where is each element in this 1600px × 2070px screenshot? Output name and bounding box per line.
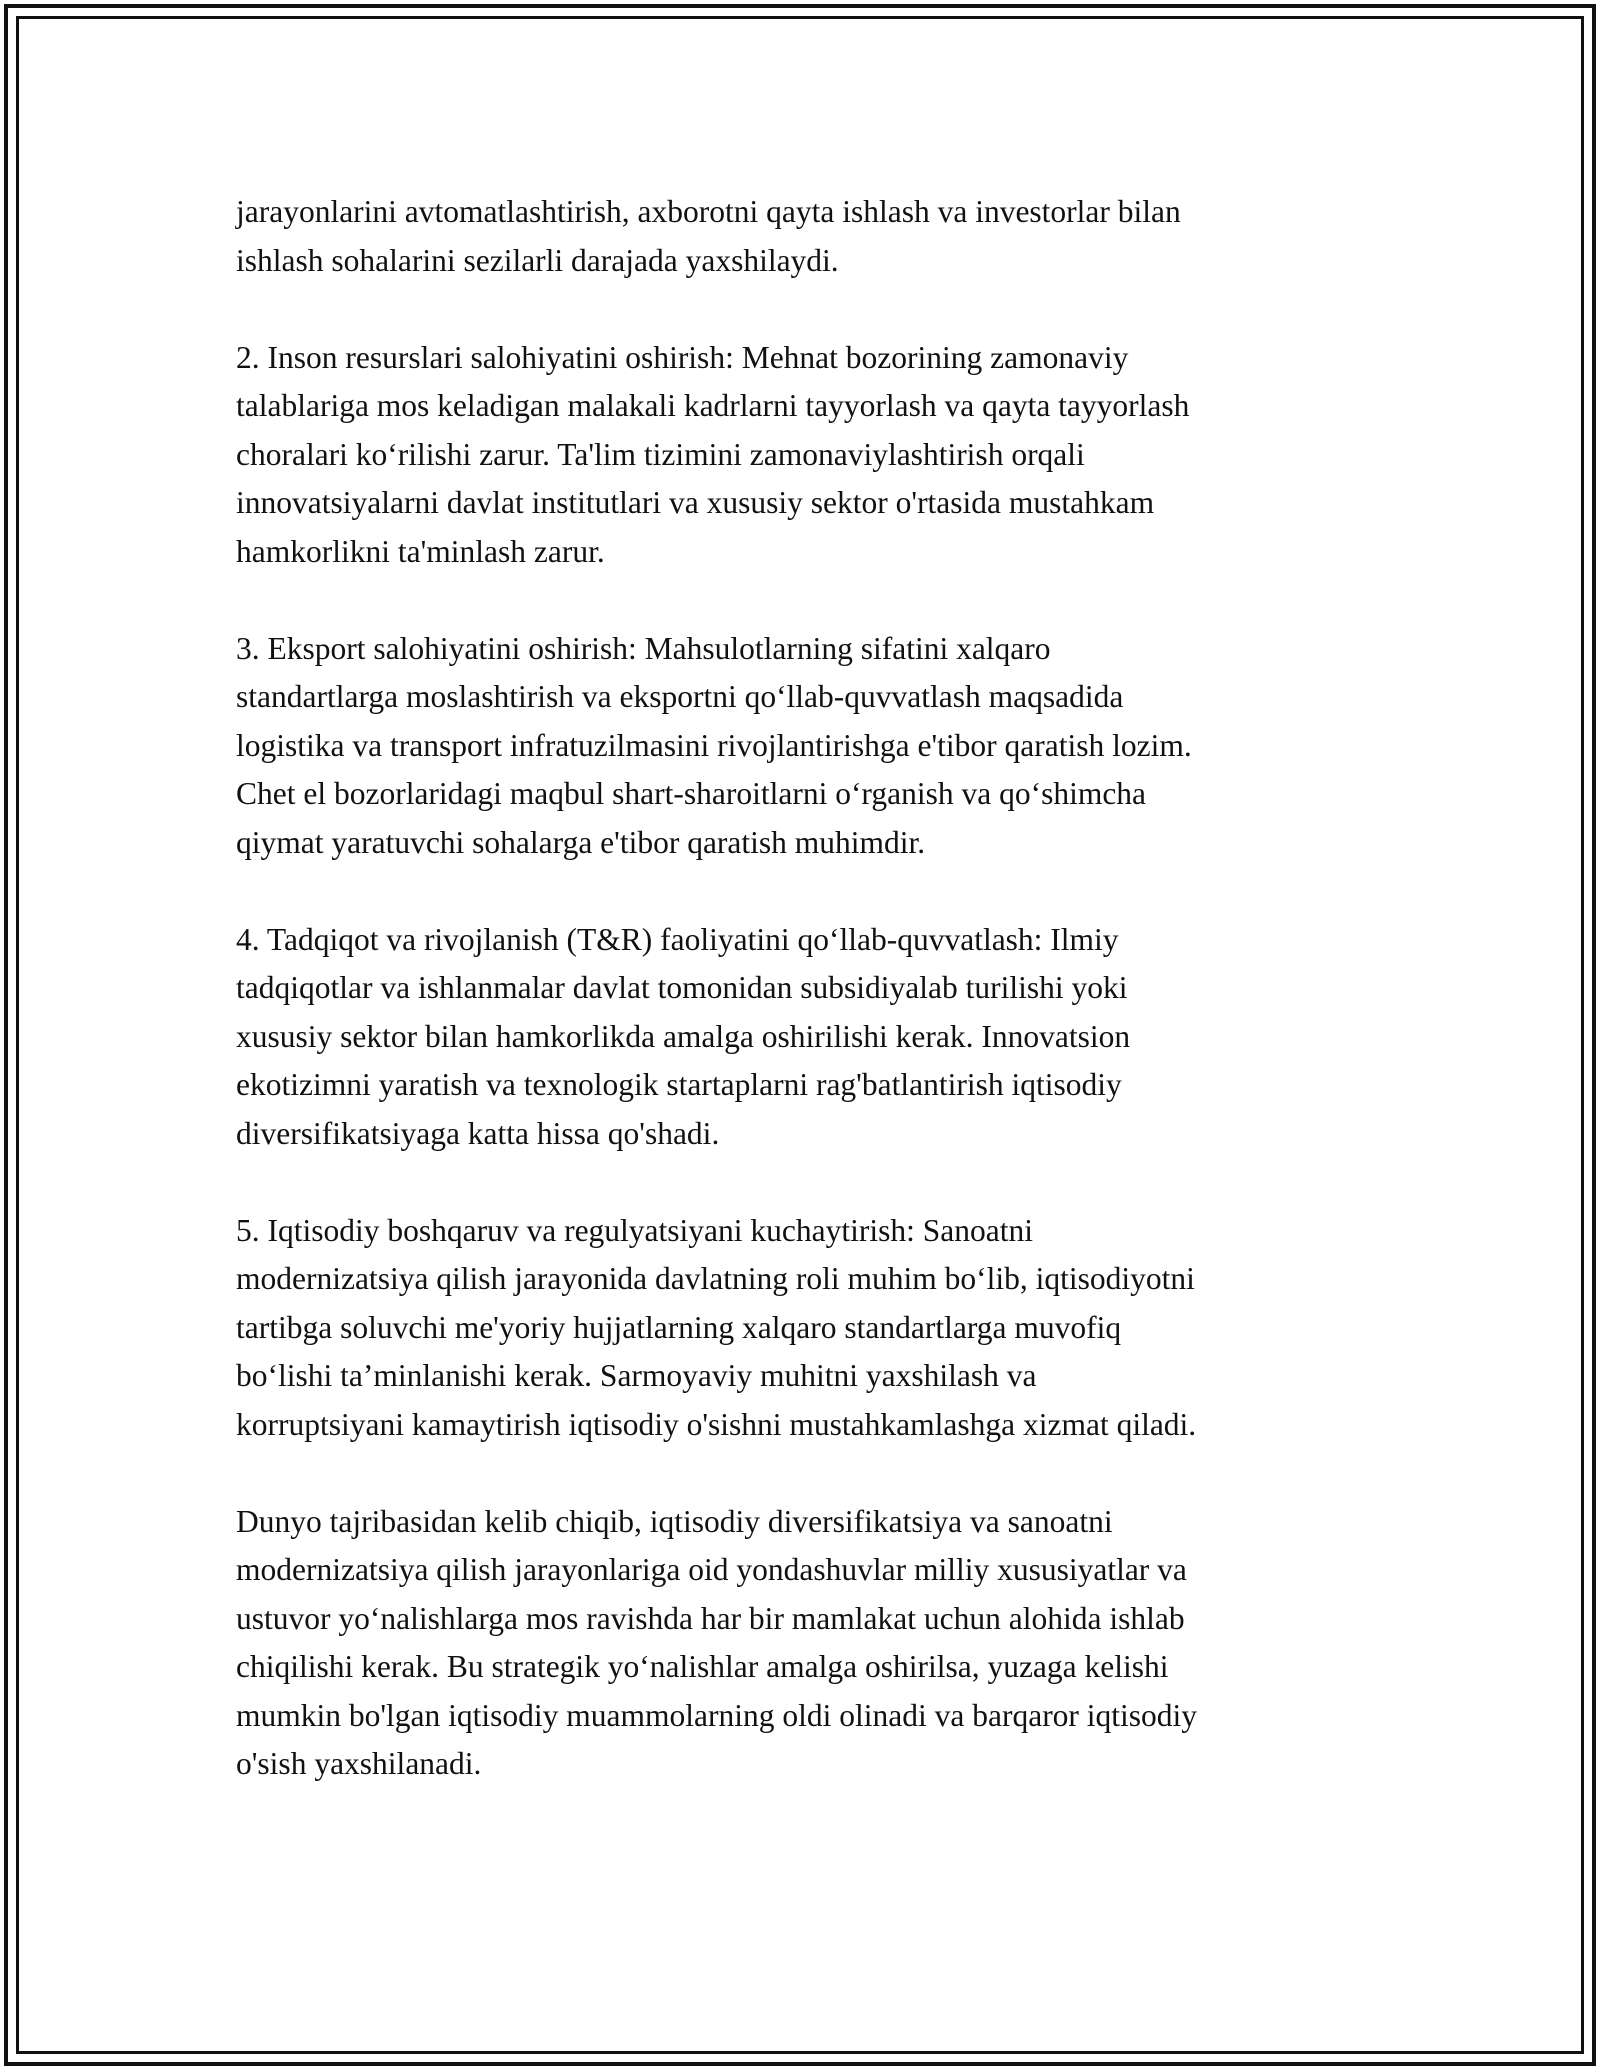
text-line: chiqilishi kerak. Bu strategik yo‘nalishlar amalga oshirilsa, yuzaga kelishi — [236, 1649, 1169, 1684]
text-line: talablariga mos keladigan malakali kadrlarni tayyorlash va qayta tayyorlash — [236, 388, 1190, 423]
text-line: modernizatsiya qilish jarayonlariga oid yondashuvlar milliy xususiyatlar va — [236, 1552, 1187, 1587]
text-line: mumkin bo'lgan iqtisodiy muammolarning oldi olinadi va barqaror iqtisodiy — [236, 1697, 1198, 1733]
text-line: standartlarga moslashtirish va eksportni qo‘llab-quvvatlash maqsadida — [236, 679, 1124, 714]
paragraph-research — [236, 916, 1366, 1159]
paragraph-human-resources — [236, 334, 1366, 577]
text-line: jarayonlarini avtomatlashtirish, axborotni qayta ishlash va investorlar bilan — [236, 194, 1181, 229]
text-line: korruptsiyani kamaytirish iqtisodiy o'sishni mustahkamlashga xizmat qiladi. — [236, 1406, 1197, 1442]
text-line: 4. Tadqiqot va rivojlanish (T&R) faoliyatini qo‘llab-quvvatlash: Ilmiy — [236, 921, 1119, 957]
text-line: Chet el bozorlaridagi maqbul shart-sharoitlarni o‘rganish va qo‘shimcha — [236, 776, 1147, 811]
text-line: o'sish yaxshilanadi. — [236, 1746, 482, 1781]
paragraph-conclusion — [236, 1498, 1366, 1789]
text-line: choralari ko‘rilishi zarur. Ta'lim tizimini zamonaviylashtirish orqali — [236, 436, 1085, 472]
text-line: 2. Inson resurslari salohiyatini oshirish: Mehnat bozorining zamonaviy — [236, 339, 1129, 375]
text-line: bo‘lishi ta’minlanishi kerak. Sarmoyaviy muhitni yaxshilash va — [236, 1358, 1037, 1393]
text-line: logistika va transport infratuzilmasini rivojlantirishga e'tibor qaratish lozim. — [236, 727, 1192, 763]
text-line: ustuvor yo‘nalishlarga mos ravishda har bir mamlakat uchun alohida ishlab — [236, 1600, 1185, 1636]
text-line: tadqiqotlar va ishlanmalar davlat tomonidan subsidiyalab turilishi yoki — [236, 970, 1128, 1005]
text-line: innovatsiyalarni davlat institutlari va xususiy sektor o'rtasida mustahkam — [236, 485, 1155, 520]
text-line: ekotizimni yaratish va texnologik startaplarni rag'batlantirish iqtisodiy — [236, 1067, 1122, 1102]
text-line: tartibga soluvchi me'yoriy hujjatlarning xalqaro standartlarga muvofiq — [236, 1309, 1122, 1345]
text-line: Dunyo tajribasidan kelib chiqib, iqtisodiy diversifikatsiya va sanoatni — [236, 1503, 1113, 1539]
document-body — [236, 188, 1366, 1837]
paragraph-continuation — [236, 188, 1366, 285]
text-line: xususiy sektor bilan hamkorlikda amalga oshirilishi kerak. Innovatsion — [236, 1018, 1131, 1054]
text-line: qiymat yaratuvchi sohalarga e'tibor qaratish muhimdir. — [236, 824, 926, 860]
text-line: hamkorlikni ta'minlash zarur. — [236, 533, 605, 569]
paragraph-export — [236, 625, 1366, 868]
text-line: 5. Iqtisodiy boshqaruv va regulyatsiyani kuchaytirish: Sanoatni — [236, 1212, 1033, 1248]
text-line: modernizatsiya qilish jarayonida davlatning roli muhim bo‘lib, iqtisodiyotni — [236, 1261, 1195, 1296]
paragraph-governance — [236, 1207, 1366, 1450]
text-line: 3. Eksport salohiyatini oshirish: Mahsulotlarning sifatini xalqaro — [236, 630, 1051, 666]
text-line: ishlash sohalarini sezilarli darajada yaxshilaydi. — [236, 242, 839, 278]
text-line: diversifikatsiyaga katta hissa qo'shadi. — [236, 1115, 720, 1151]
